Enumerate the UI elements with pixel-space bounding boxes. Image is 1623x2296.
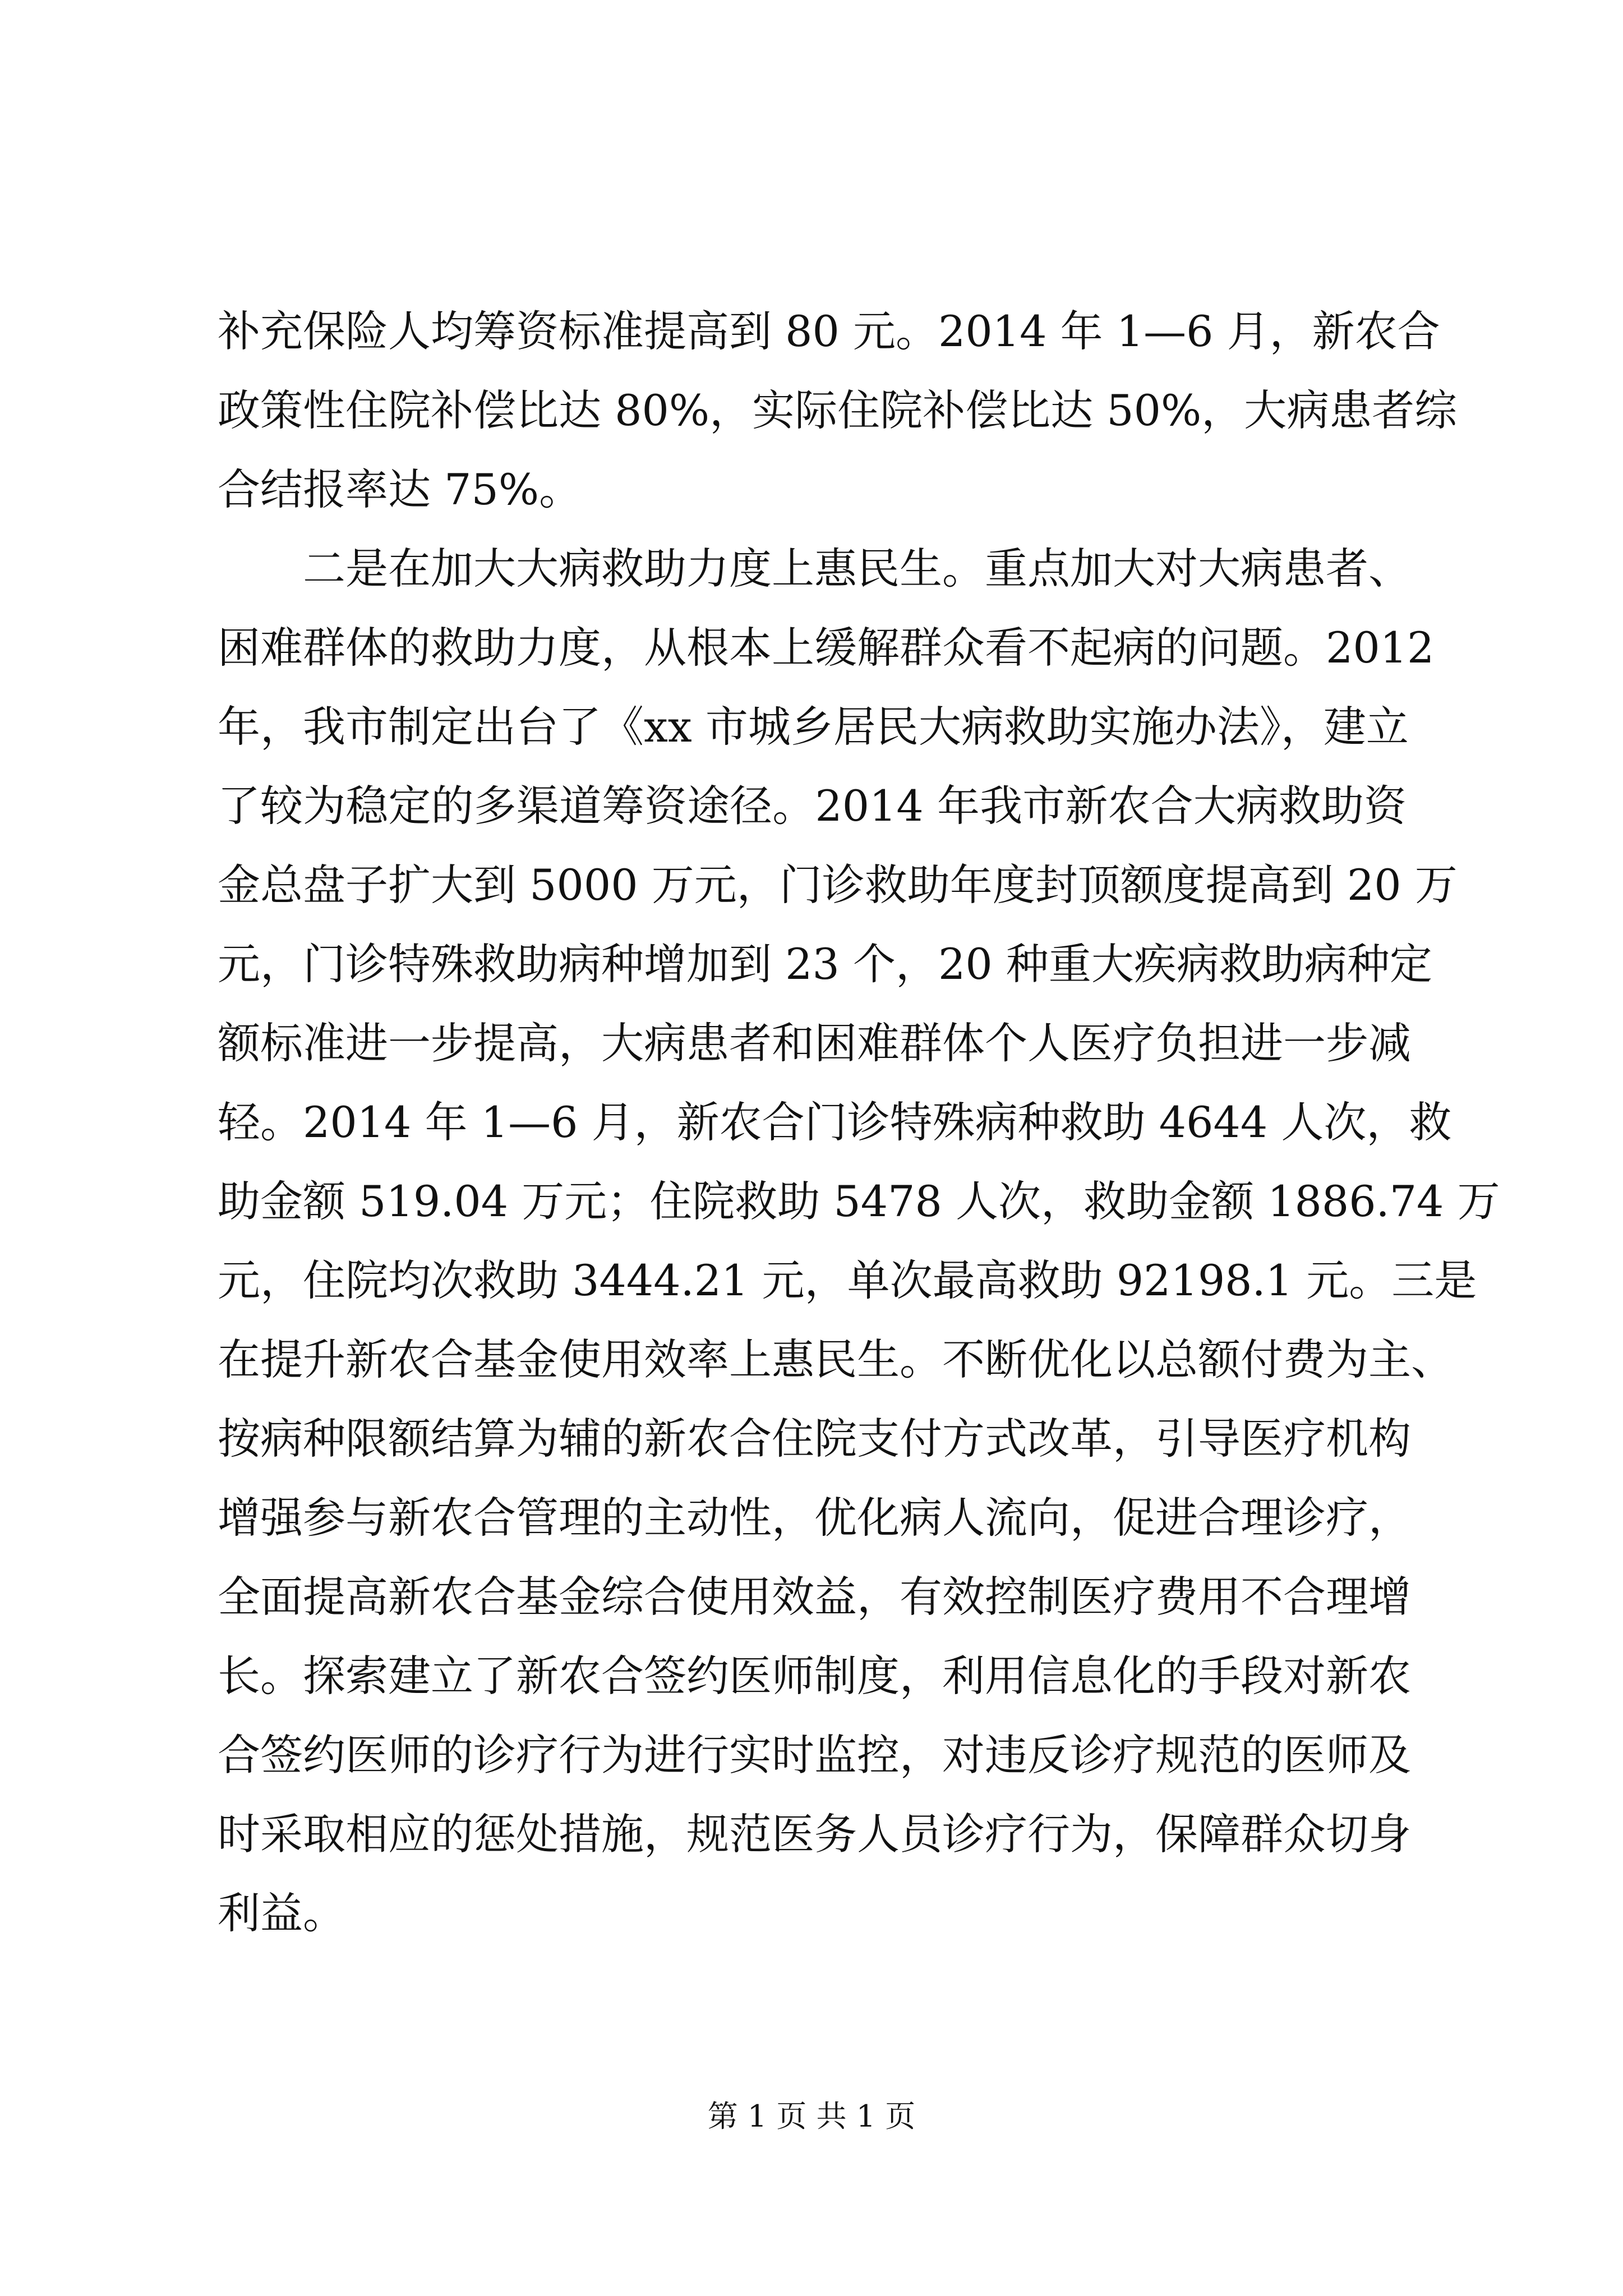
text-line: 政策性住院补偿比达 80%，实际住院补偿比达 50%，大病患者综 xyxy=(218,385,1458,435)
text-line: 利益。 xyxy=(218,1888,345,1938)
text-line: 全面提高新农合基金综合使用效益，有效控制医疗费用不合理增 xyxy=(218,1572,1411,1622)
text-line: 合签约医师的诊疗行为进行实时监控，对违反诊疗规范的医师及 xyxy=(218,1730,1411,1780)
text-line: 轻。2014 年 1—6 月，新农合门诊特殊病种救助 4644 人次，救 xyxy=(218,1097,1452,1147)
text-line: 助金额 519.04 万元；住院救助 5478 人次，救助金额 1886.74 万 xyxy=(218,1176,1500,1226)
text-line: 在提升新农合基金使用效率上惠民生。不断优化以总额付费为主、 xyxy=(218,1335,1454,1384)
text-line: 补充保险人均筹资标准提高到 80 元。2014 年 1—6 月，新农合 xyxy=(218,306,1440,356)
text-line: 合结报率达 75%。 xyxy=(218,464,582,514)
text-line: 额标准进一步提高，大病患者和困难群体个人医疗负担进一步减 xyxy=(218,1018,1411,1068)
text-line: 增强参与新农合管理的主动性，优化病人流向，促进合理诊疗， xyxy=(218,1493,1411,1543)
text-line: 金总盘子扩大到 5000 万元，门诊救助年度封顶额度提高到 20 万 xyxy=(218,860,1458,910)
text-line: 按病种限额结算为辅的新农合住院支付方式改革，引导医疗机构 xyxy=(218,1414,1411,1464)
text-line: 元，住院均次救助 3444.21 元，单次最高救助 92198.1 元。三是 xyxy=(218,1255,1477,1305)
text-line: 了较为稳定的多渠道筹资途径。2014 年我市新农合大病救助资 xyxy=(218,781,1407,831)
page-footer: 第 1 页 共 1 页 xyxy=(707,2099,916,2134)
document-body xyxy=(218,292,1500,1953)
text-line: 元，门诊特殊救助病种增加到 23 个，20 种重大疾病救助病种定 xyxy=(218,939,1432,989)
text-line: 时采取相应的惩处措施，规范医务人员诊疗行为，保障群众切身 xyxy=(218,1809,1411,1859)
text-line: 困难群体的救助力度，从根本上缓解群众看不起病的问题。2012 xyxy=(218,623,1435,673)
text-line: 二是在加大大病救助力度上惠民生。重点加大对大病患者、 xyxy=(303,544,1411,593)
text-line: 年，我市制定出台了《xx 市城乡居民大病救助实施办法》，建立 xyxy=(218,702,1409,752)
text-line: 长。探索建立了新农合签约医师制度，利用信息化的手段对新农 xyxy=(218,1651,1411,1701)
